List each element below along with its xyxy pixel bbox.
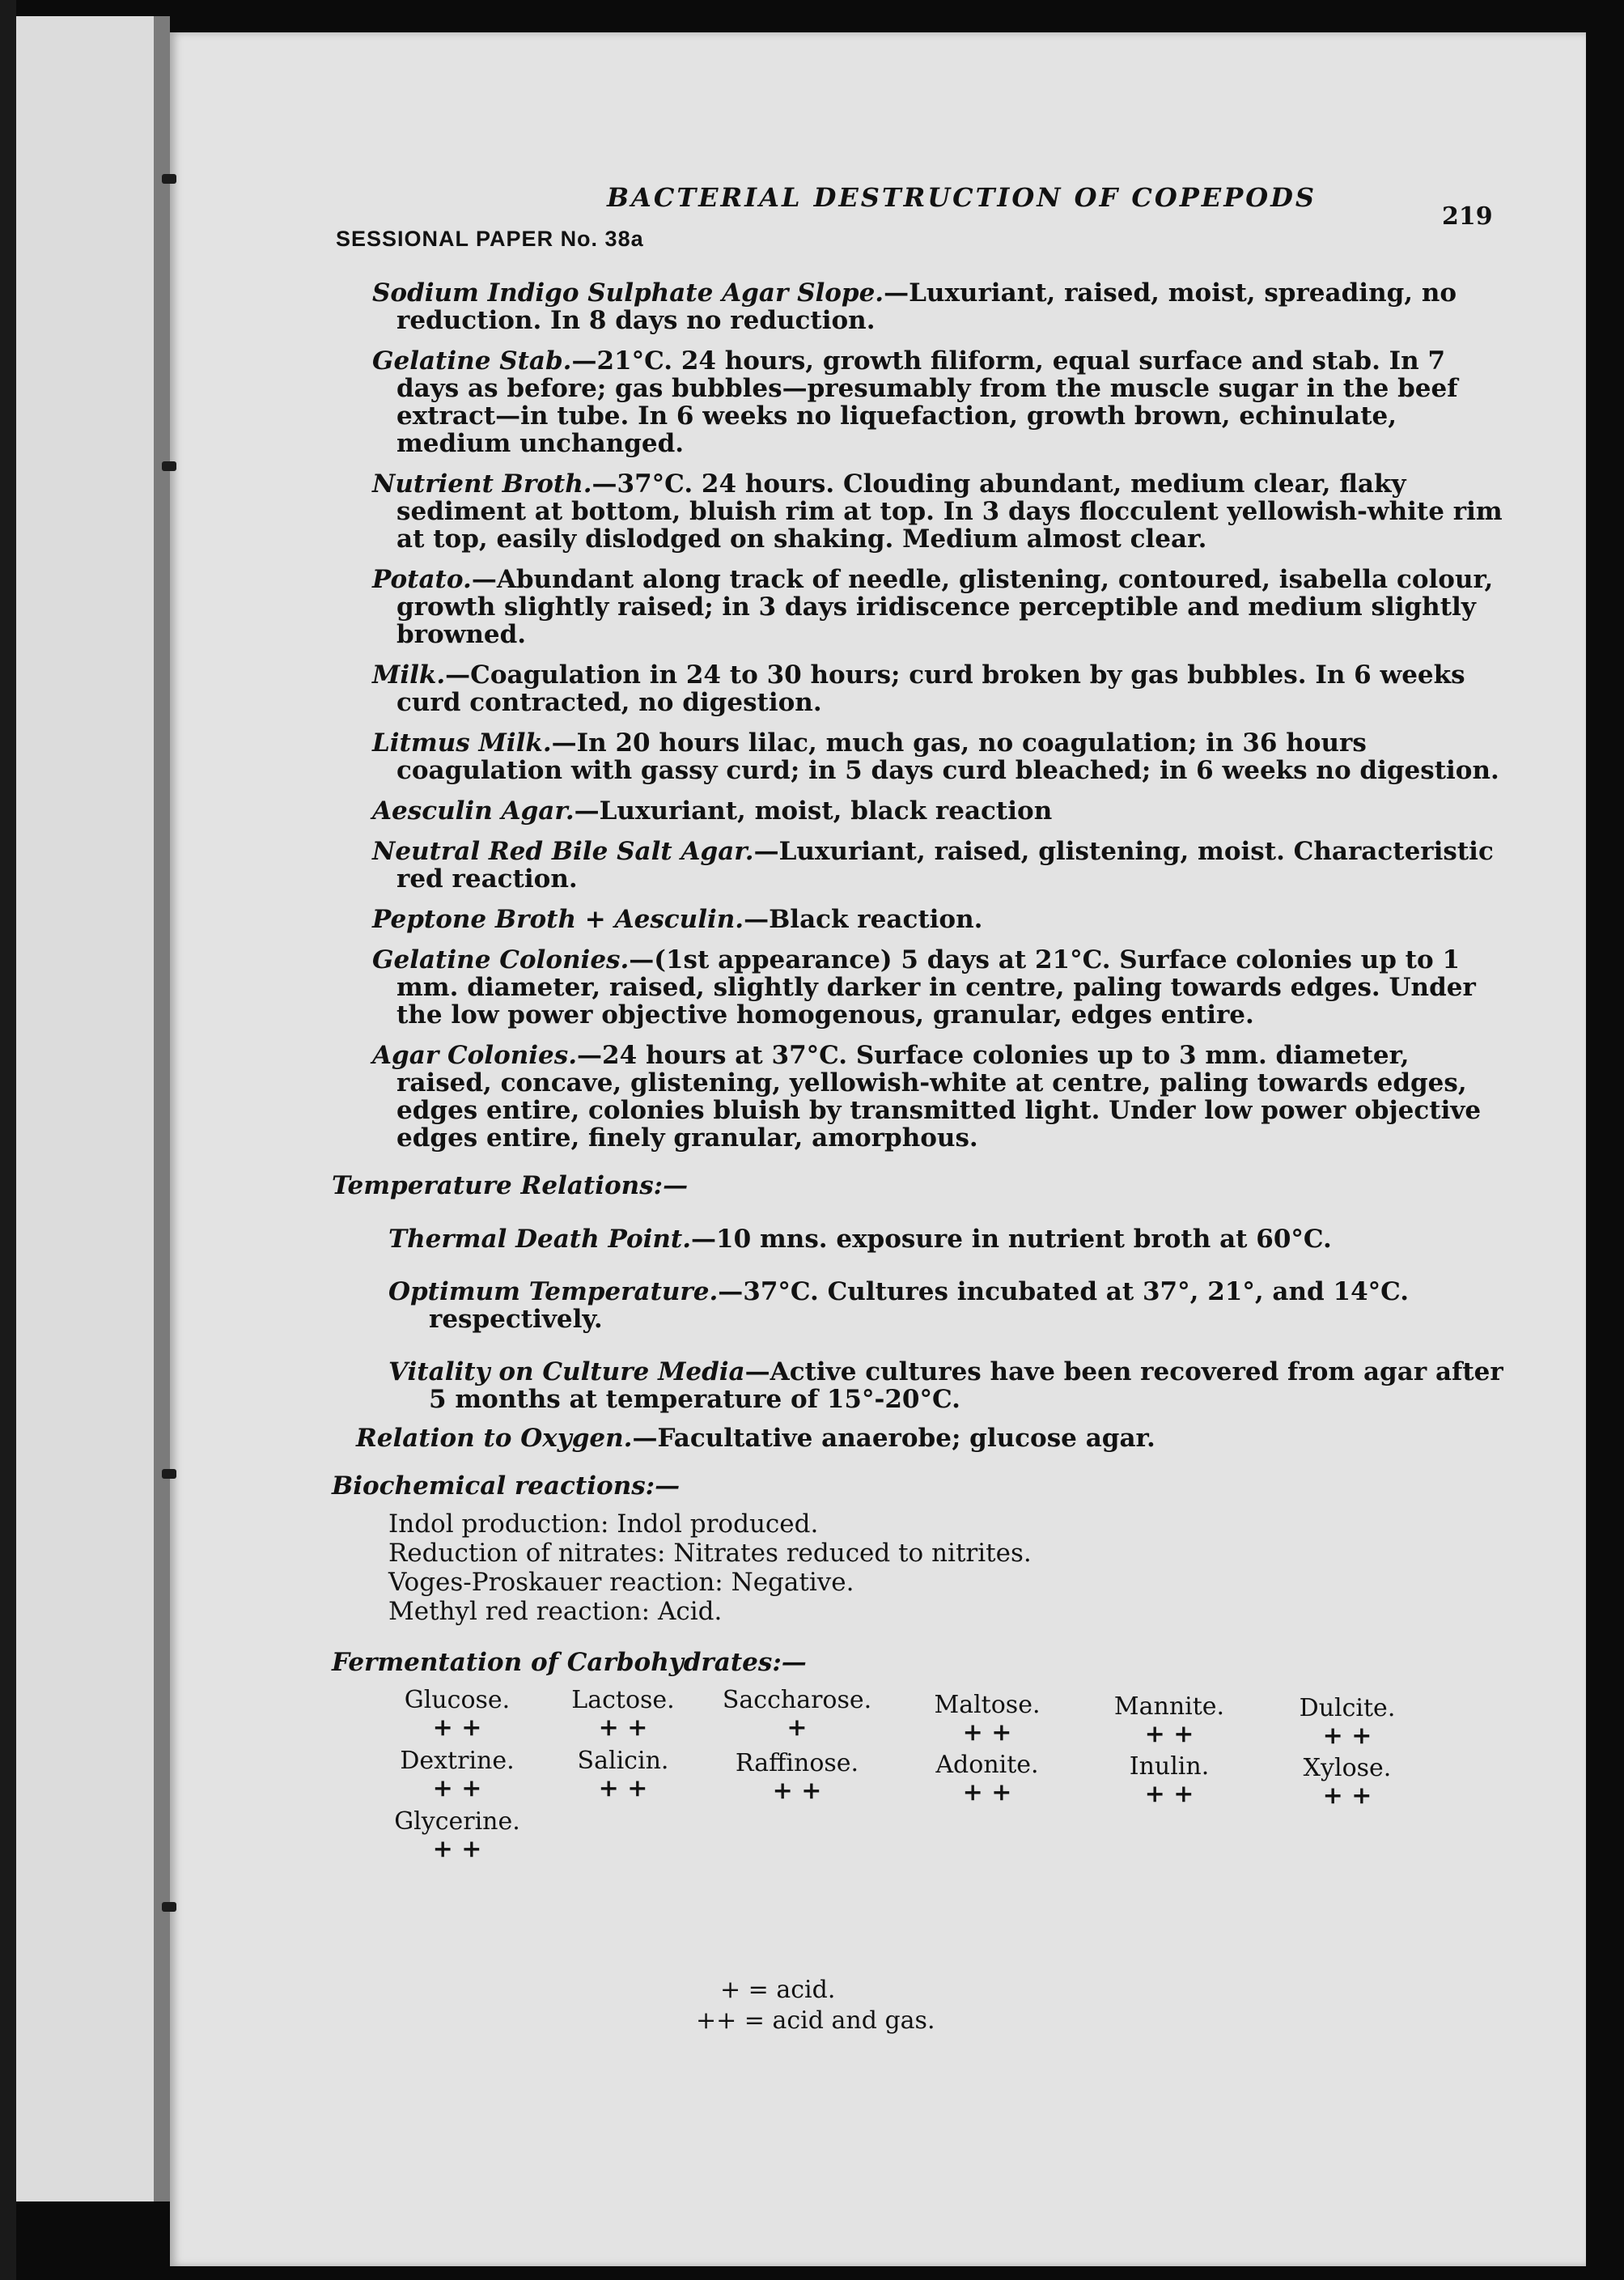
biochemical-item: Reduction of nitrates: Nitrates reduced to nitrites. [388,1539,1032,1568]
temperature-item-text: —Active cultures have been recovered from agar after 5 months at temperature of 15°-20°C. [429,1357,1503,1414]
legend-acid: + = acid. [720,1976,836,2004]
ferm-cell-dextrine: Dextrine. + + [400,1747,515,1802]
entry-title: Peptone Broth + Aesculin. [372,905,744,934]
culture-entry [332,566,1505,648]
entry-text: —Coagulation in 24 to 30 hours; curd broken by gas bubbles. In 6 weeks curd contracted, no digestion. [396,660,1465,717]
culture-entry [332,279,1505,334]
culture-entry [332,906,1505,933]
culture-entry [332,729,1505,784]
ferm-cell-maltose: Maltose. + + [934,1691,1041,1747]
culture-entry [332,1042,1505,1152]
oxygen-title: Relation to Oxygen. [356,1424,633,1453]
entry-text: —(1st appearance) 5 days at 21°C. Surface colonies up to 1 mm. diameter, raised, slightly darker in centre, paling towards edges. Under the low power objective homogenous, granular, edges entire. [396,945,1476,1030]
culture-entry [332,470,1505,553]
ferm-cell-raffinose: Raffinose. + + [735,1749,859,1805]
binding-mark [162,461,176,471]
entry-title: Potato. [372,565,472,594]
oxygen-text: —Facultative anaerobe; glucose agar. [632,1424,1155,1453]
ferm-cell-salicin: Salicin. + + [577,1747,669,1802]
ferm-cell-adonite: Adonite. + + [935,1751,1039,1807]
left-film-edge [0,0,16,2280]
ferm-cell-lactose: Lactose. + + [571,1686,675,1742]
facing-page-edge [16,16,156,2201]
binding-mark [162,1469,176,1479]
biochemical-heading: Biochemical reactions:— [332,1471,681,1501]
entry-title: Sodium Indigo Sulphate Agar Slope. [372,278,884,308]
culture-entry [332,797,1505,825]
temperature-item [332,1278,1505,1333]
running-head: BACTERIAL DESTRUCTION OF COPEPODS [607,182,1317,213]
entry-text: —21°C. 24 hours, growth filiform, equal surface and stab. In 7 days as before; gas bubbles—presumably from the muscle sugar in the beef extract—in tube. In 6 weeks no liquefaction, growth brown, echinulate, medium unchanged. [396,346,1458,458]
ferm-cell-xylose: Xylose. + + [1303,1754,1392,1810]
entry-text: —Black reaction. [744,905,983,934]
entry-title: Gelatine Stab. [372,346,572,376]
culture-entry [332,347,1505,457]
fermentation-table [380,1686,1396,1865]
binding-mark [162,1902,176,1912]
sessional-paper-label: SESSIONAL PAPER No. 38a [336,227,644,251]
page-gutter [154,16,170,2201]
culture-entry [332,838,1505,893]
entry-title: Nutrient Broth. [372,469,592,499]
entry-text: —In 20 hours lilac, much gas, no coagulation; in 36 hours coagulation with gassy curd; in 5 days curd bleached; in 6 weeks no digestion. [396,728,1499,785]
entry-text: —24 hours at 37°C. Surface colonies up to 3 mm. diameter, raised, concave, glistening, yellowish-white at centre, paling towards edges, edges entire, colonies bluish by transmitted light. Under low power objective edges entire, finely granular, amorphous. [396,1041,1482,1153]
biochemical-item: Indol production: Indol produced. [388,1509,819,1539]
ferm-cell-saccharose: Saccharose. + [722,1686,872,1742]
entry-text: —Luxuriant, raised, moist, spreading, no reduction. In 8 days no reduction. [396,278,1457,335]
entry-text: —Luxuriant, raised, glistening, moist. Characteristic red reaction. [396,837,1494,894]
oxygen-relation [332,1424,1505,1452]
ferm-cell-glucose: Glucose. + + [404,1686,511,1742]
biochemical-item: Voges-Proskauer reaction: Negative. [388,1568,854,1597]
entry-title: Neutral Red Bile Salt Agar. [372,837,754,866]
temperature-item [332,1225,1505,1253]
temperature-item-title: Optimum Temperature. [388,1277,719,1306]
entry-title: Agar Colonies. [372,1041,578,1070]
ferm-cell-inulin: Inulin. + + [1129,1752,1210,1808]
temperature-heading: Temperature Relations:— [332,1171,689,1200]
entry-title: Aesculin Agar. [372,796,575,826]
temperature-item-text: —10 mns. exposure in nutrient broth at 60°C. [691,1225,1332,1254]
temperature-item-title: Vitality on Culture Media [388,1357,745,1386]
entry-text: —Luxuriant, moist, black reaction [574,796,1053,826]
entry-text: —37°C. 24 hours. Clouding abundant, medium clear, flaky sediment at bottom, bluish rim at top. In 3 days flocculent yellowish-white rim at top, easily dislodged on shaking. Medium almost clear. [396,469,1503,554]
temperature-item-text: —37°C. Cultures incubated at 37°, 21°, and 14°C. respectively. [429,1277,1410,1334]
culture-entry [332,661,1505,716]
temperature-item-title: Thermal Death Point. [388,1225,692,1254]
biochemical-item: Methyl red reaction: Acid. [388,1597,723,1626]
legend-acid-gas: ++ = acid and gas. [696,2006,935,2035]
ferm-cell-dulcite: Dulcite. + + [1299,1694,1396,1750]
culture-entry [332,946,1505,1029]
binding-mark [162,174,176,184]
ferm-cell-mannite: Mannite. + + [1113,1692,1225,1748]
entry-title: Litmus Milk. [372,728,552,758]
ferm-cell-glycerine: Glycerine. + + [394,1807,520,1863]
temperature-item [332,1358,1505,1413]
entry-title: Gelatine Colonies. [372,945,630,974]
page-number: 219 [1442,202,1493,231]
entry-title: Milk. [372,660,446,690]
entry-text: —Abundant along track of needle, glistening, contoured, isabella colour, growth slightly raised; in 3 days iridiscence perceptible and medium slightly browned. [396,565,1494,649]
document-page [170,32,1586,2266]
culture-entries [332,279,1505,1152]
document-body [332,279,1505,1865]
fermentation-heading: Fermentation of Carbohydrates:— [332,1648,807,1677]
fermentation-legend [696,1975,1181,2036]
biochemical-list [332,1510,1505,1625]
